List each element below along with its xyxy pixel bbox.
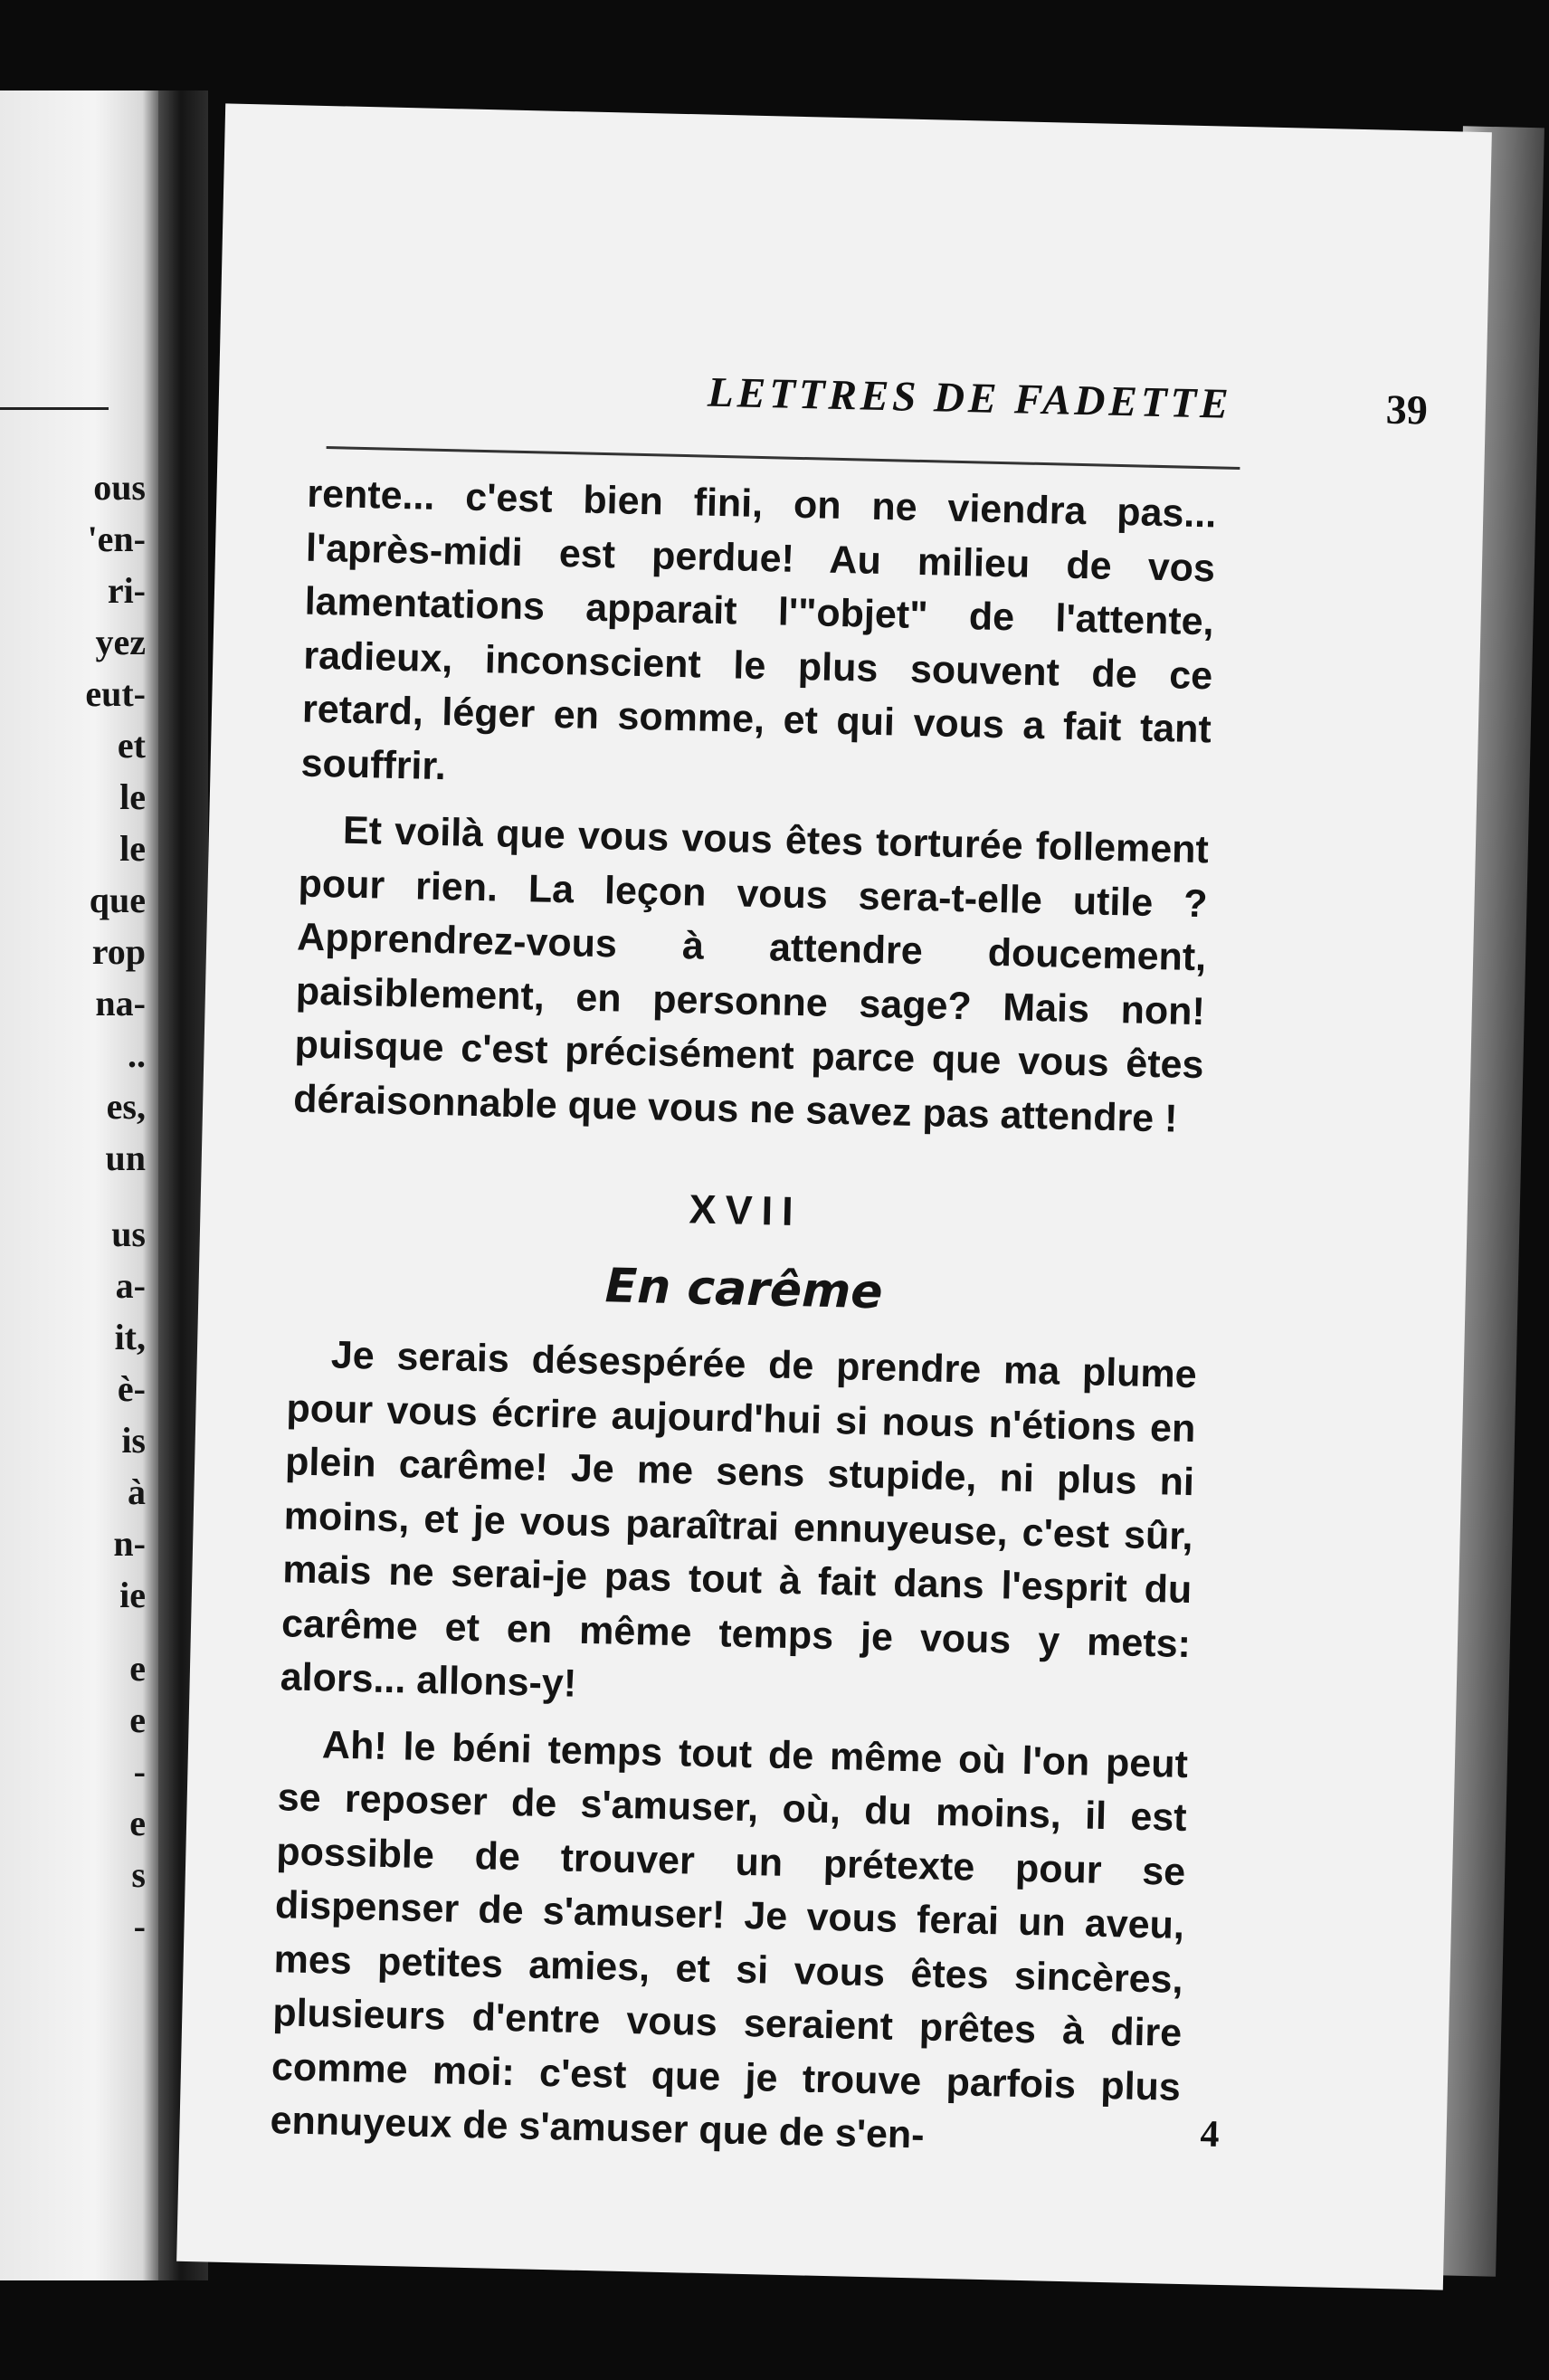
page-number: 39	[1385, 386, 1429, 433]
chapter-title: En carême	[604, 1258, 884, 1319]
left-page-strip	[0, 90, 158, 2280]
signature-mark: 4	[1200, 2113, 1221, 2156]
left-fragment: us	[111, 1214, 146, 1254]
header-rule	[327, 446, 1240, 470]
left-fragment: n-	[113, 1523, 146, 1564]
left-fragment: is	[121, 1420, 146, 1461]
left-fragment: na-	[95, 983, 146, 1023]
left-fragment: un	[105, 1138, 146, 1178]
left-fragment: que	[89, 880, 146, 920]
left-fragment: à	[128, 1471, 146, 1512]
left-fragment: le	[119, 828, 146, 869]
left-fragment: eut-	[85, 673, 146, 714]
paragraph-continued: rente... c'est bien fini, on ne viendra pas... l'après-midi est perdue! Au milieu de vos lamentations apparait l'"objet" de l'attente, radieux, inconscient le plus souvent de ce retard, léger en somme, et qui vous a fait tant souffrir.	[300, 471, 1217, 788]
left-fragment: 'en-	[87, 519, 146, 559]
left-fragment: rop	[91, 931, 146, 972]
left-fragment: e	[129, 1803, 146, 1843]
left-fragment: ie	[119, 1575, 146, 1615]
left-fragment: es,	[106, 1086, 146, 1127]
left-fragment: ri-	[107, 570, 146, 611]
left-fragment: -	[133, 1751, 146, 1792]
paragraph: Je serais désespérée de prendre ma plume pour vous écrire aujourd'hui si nous n'étions en plein carême! Je me sens stupide, ni plus ni moins, et je vous paraîtrai ennuyeuse, c'est sûr, mais ne serai-je pas tout à fait dans l'esprit du carême et en même temps je vous y mets: alors... allons-y!	[280, 1333, 1198, 1706]
left-fragment: è-	[117, 1368, 146, 1409]
left-fragment: it,	[114, 1317, 146, 1357]
left-fragment: le	[119, 776, 146, 817]
left-fragment: -	[133, 1906, 146, 1947]
left-fragment: e	[129, 1699, 146, 1740]
paragraph: Et voilà que vous vous êtes torturée follement pour rien. La leçon vous sera-t-elle utile ? Apprendrez-vous à attendre doucement, paisiblement, en personne sage? Mais non! puisque c'est précisément parce que vous êtes déraisonnable que vous ne savez pas attendre !	[292, 808, 1210, 1141]
left-fragment: et	[117, 725, 146, 766]
left-fragment: e	[129, 1648, 146, 1689]
left-page-rule	[0, 407, 109, 410]
running-title: LETTRES DE FADETTE	[707, 368, 1233, 428]
chapter-number: XVII	[689, 1185, 803, 1235]
book-page	[176, 103, 1492, 2290]
left-fragment: yez	[95, 622, 146, 662]
paragraph: Ah! le béni temps tout de même où l'on peut se reposer de s'amuser, où, du moins, il est possible de trouver un prétexte pour se dispenser de s'amuser! Je vous ferai un aveu, mes petites amies, et si vous êtes sincères, plusieurs d'entre vous seraient prêtes à dire comme moi: c'est que je trouve parfois plus ennuyeux de s'amuser que de s'en-	[270, 1722, 1189, 2157]
left-fragment: a-	[115, 1265, 146, 1306]
left-fragment: ous	[93, 467, 146, 508]
left-fragment: s	[131, 1854, 146, 1895]
running-head	[309, 359, 1429, 457]
page-text	[270, 468, 1217, 2169]
left-fragment: ..	[128, 1034, 146, 1075]
